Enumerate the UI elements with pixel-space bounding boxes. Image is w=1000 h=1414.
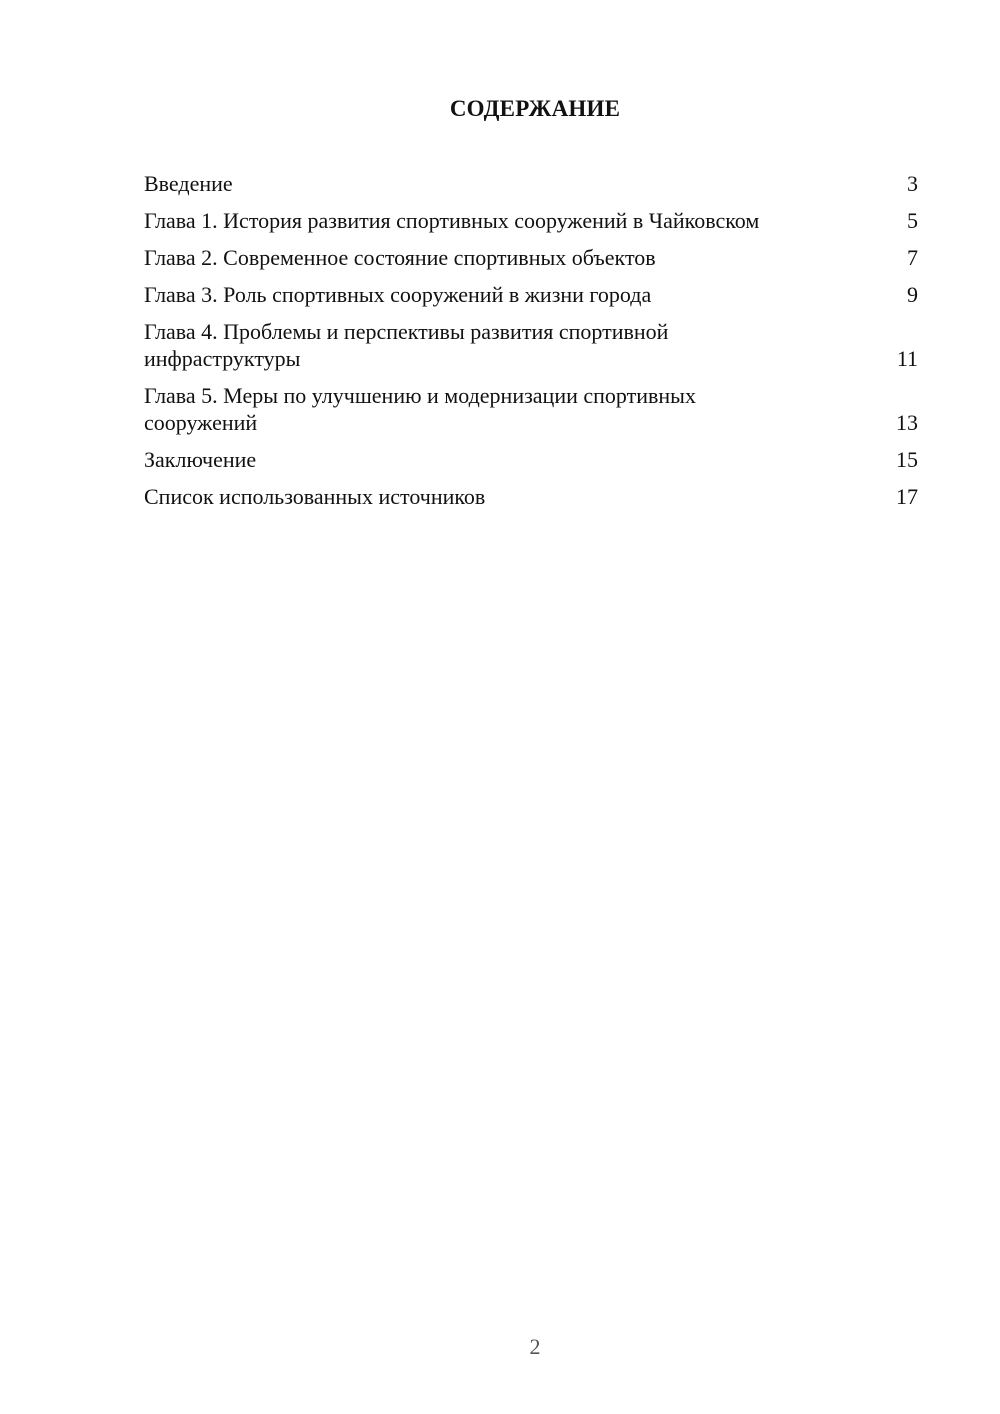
toc-entry-label: Заключение <box>144 447 257 472</box>
toc-entry-page: 15 <box>896 447 918 472</box>
toc-entry-page: 13 <box>896 410 918 435</box>
toc-entry-page: 5 <box>907 208 918 233</box>
toc-entry-label: Глава 1. История развития спортивных сооружений в Чайковском <box>144 208 760 233</box>
toc-entry-chapter-3[interactable] <box>144 281 918 308</box>
toc-entry-label: Введение <box>144 171 233 196</box>
toc-entry-chapter-4[interactable] <box>144 318 918 372</box>
toc-entry-label: Глава 3. Роль спортивных сооружений в жизни города <box>144 282 652 307</box>
toc-entry-page: 3 <box>907 171 918 196</box>
toc-entry-conclusion[interactable] <box>144 446 918 473</box>
toc-entry-label: Глава 4. Проблемы и перспективы развития спортивной инфраструктуры <box>144 319 669 371</box>
table-of-contents <box>144 170 918 520</box>
page-title: СОДЕРЖАНИЕ <box>449 96 621 121</box>
toc-entry-references[interactable] <box>144 483 918 510</box>
toc-entry-page: 9 <box>907 282 918 307</box>
toc-entry-chapter-5[interactable] <box>144 382 918 436</box>
toc-entry-chapter-2[interactable] <box>144 244 918 271</box>
toc-entry-label: Список использованных источников <box>144 484 486 509</box>
toc-entry-page: 7 <box>907 245 918 270</box>
toc-entry-page: 11 <box>896 346 918 371</box>
toc-entry-introduction[interactable] <box>144 170 918 197</box>
toc-entry-label: Глава 2. Современное состояние спортивных объектов <box>144 245 656 270</box>
page-number: 2 <box>529 1334 541 1359</box>
toc-entry-label: Глава 5. Меры по улучшению и модернизации спортивных сооружений <box>144 383 696 435</box>
toc-entry-page: 17 <box>896 484 918 509</box>
toc-entry-chapter-1[interactable] <box>144 207 918 234</box>
